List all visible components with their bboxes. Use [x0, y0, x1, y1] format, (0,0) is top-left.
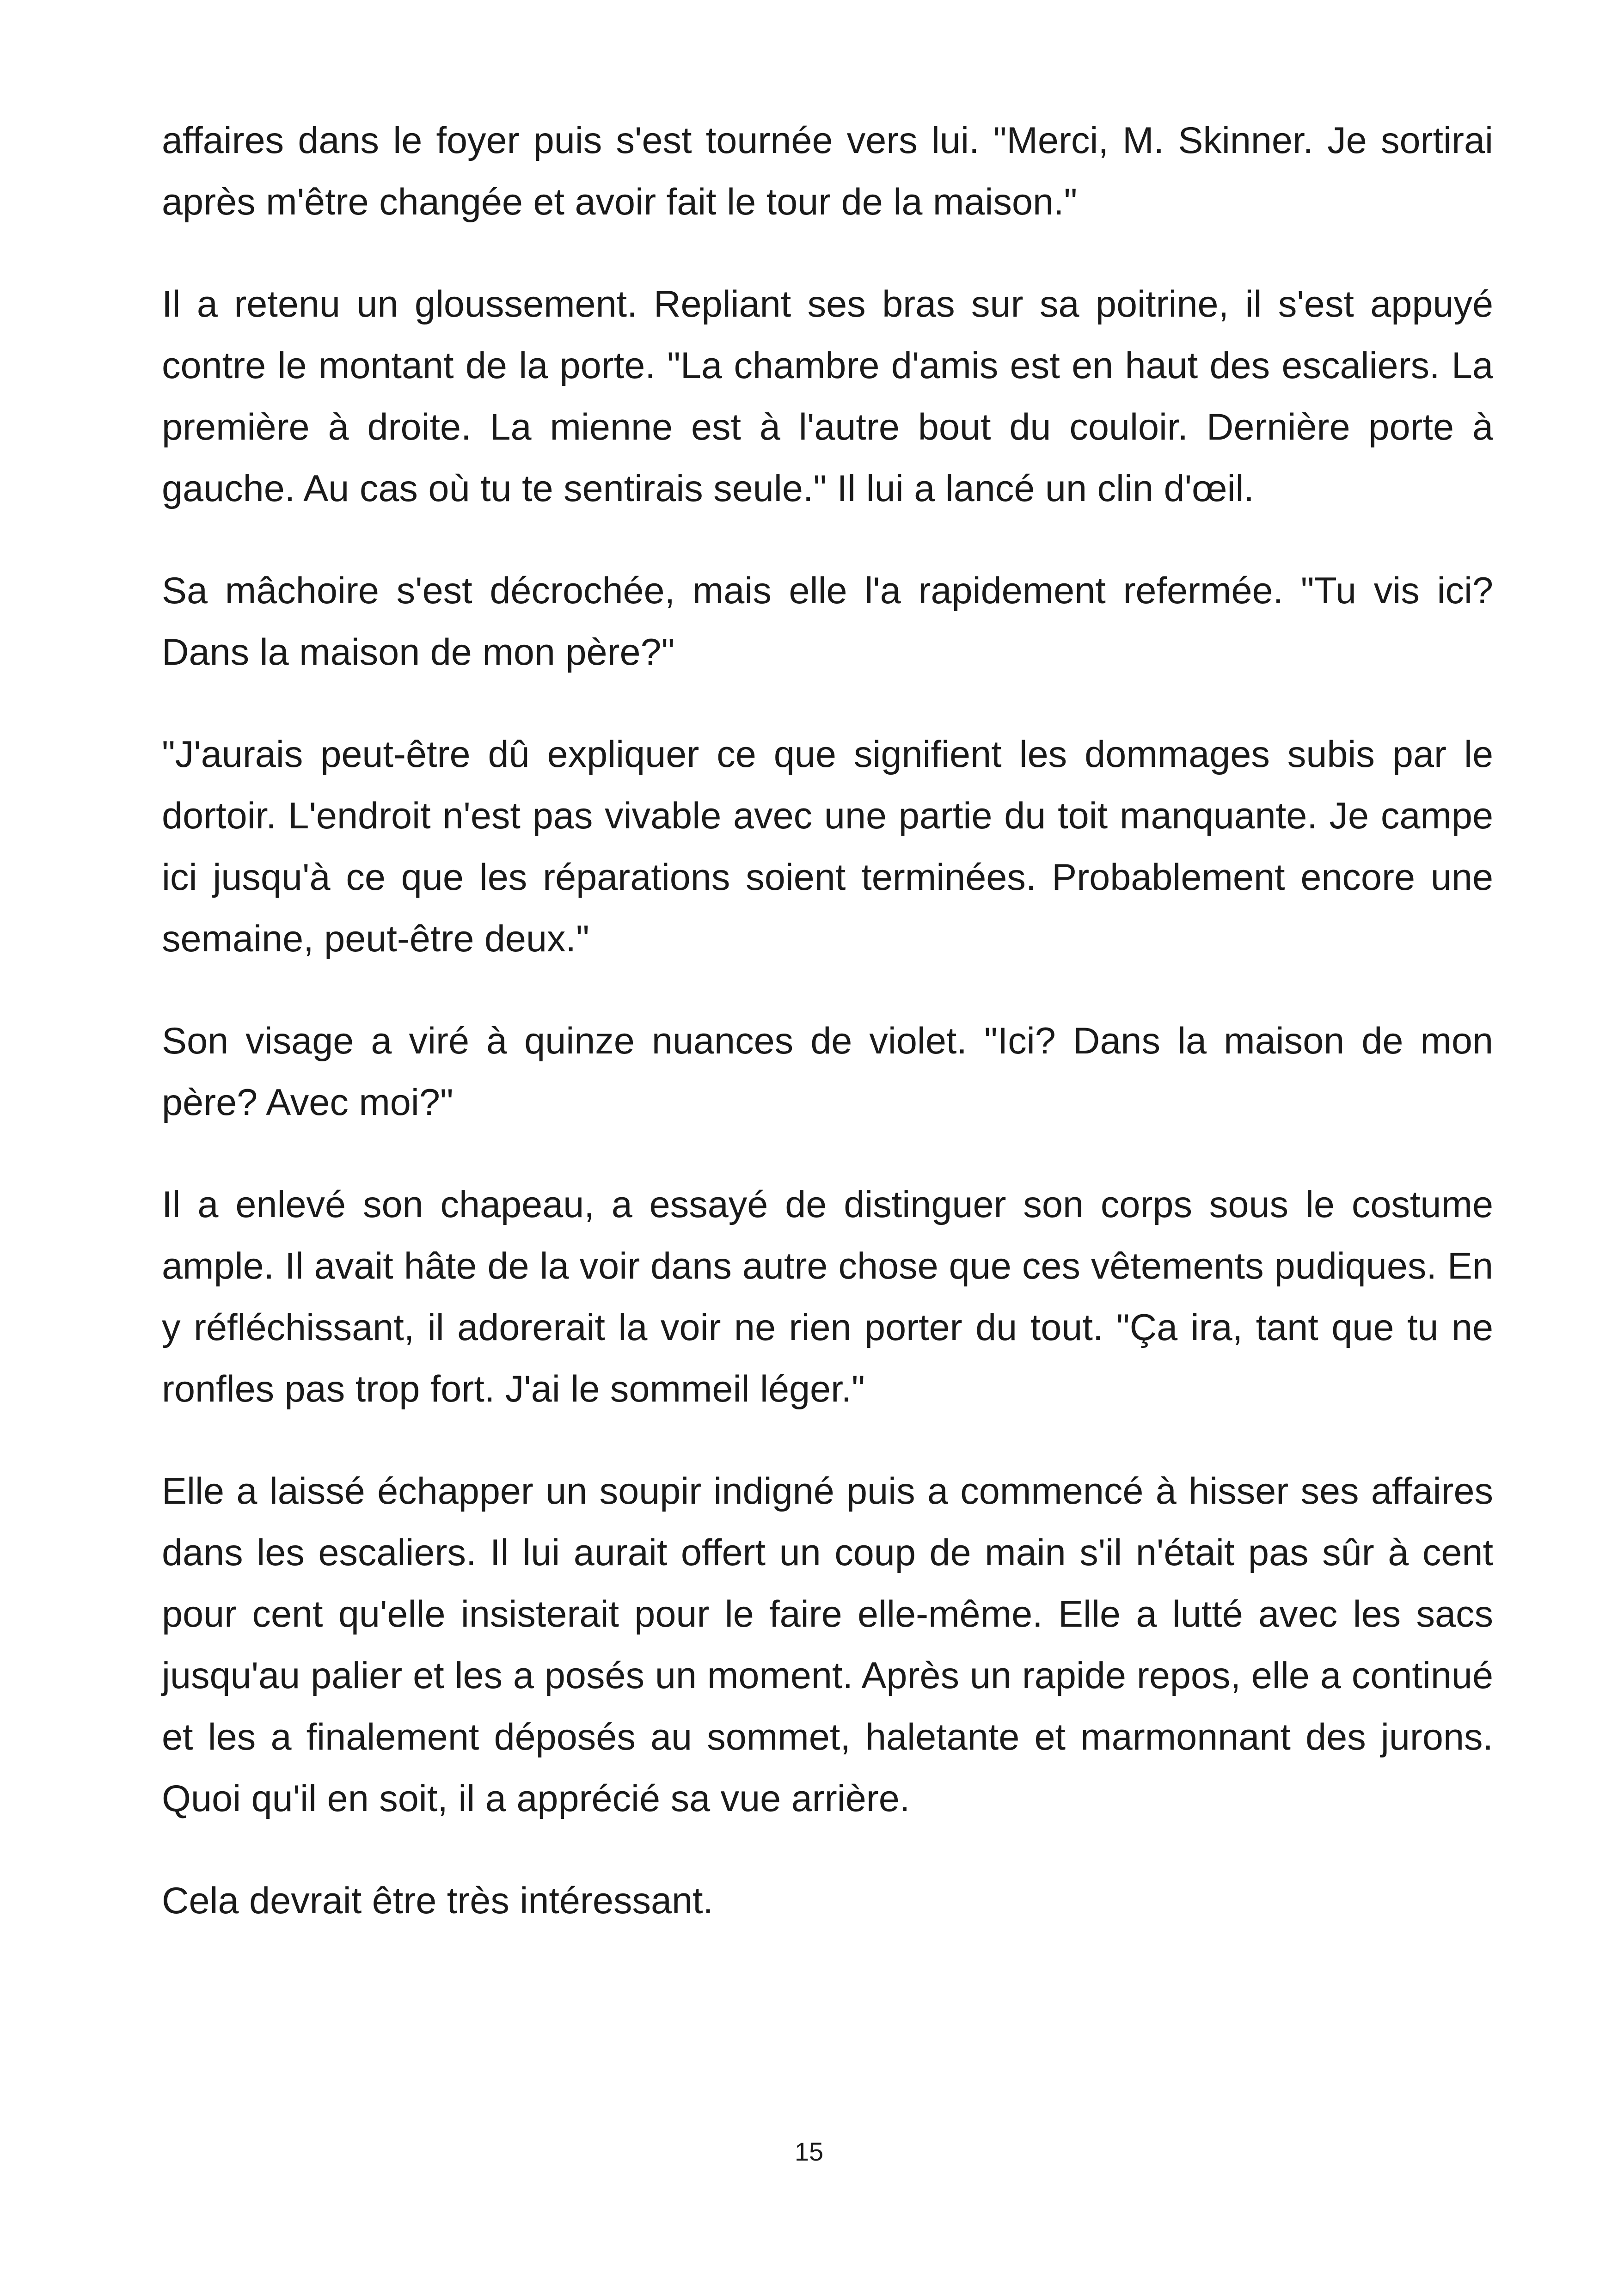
paragraph: Il a enlevé son chapeau, a essayé de distinguer son corps sous le costume ample. Il avait hâte de la voir dans autre chose que ces vêtements pudiques. En y réfléchissant, il adorerait la voir ne rien porter du tout. "Ça ira, tant que tu ne ronfles pas trop fort. J'ai le sommeil léger."	[162, 1184, 1493, 1410]
paragraph: Cela devrait être très intéressant.	[162, 1880, 714, 1922]
paragraph: affaires dans le foyer puis s'est tournée vers lui. "Merci, M. Skinner. Je sortirai après m'être changée et avoir fait le tour de la maison."	[162, 120, 1493, 223]
page-number: 15	[794, 2137, 824, 2166]
paragraph: "J'aurais peut-être dû expliquer ce que signifient les dommages subis par le dortoir. L'endroit n'est pas vivable avec une partie du toit manquante. Je campe ici jusqu'à ce que les réparations soient terminées. Probablement encore une semaine, peut-être deux."	[162, 734, 1493, 960]
paragraph: Sa mâchoire s'est décrochée, mais elle l'a rapidement refermée. "Tu vis ici? Dans la maison de mon père?"	[162, 570, 1493, 673]
paragraph: Elle a laissé échapper un soupir indigné puis a commencé à hisser ses affaires dans les escaliers. Il lui aurait offert un coup de main s'il n'était pas sûr à cent pour cent qu'elle insisterait pour le faire elle-même. Elle a lutté avec les sacs jusqu'au palier et les a posés un moment. Après un rapide repos, elle a continué et les a finalement déposés au sommet, haletante et marmonnant des jurons. Quoi qu'il en soit, il a apprécié sa vue arrière.	[162, 1470, 1493, 1819]
paragraph: Il a retenu un gloussement. Repliant ses bras sur sa poitrine, il s'est appuyé contre le montant de la porte. "La chambre d'amis est en haut des escaliers. La première à droite. La mienne est à l'autre bout du couloir. Dernière porte à gauche. Au cas où tu te sentirais seule." Il lui a lancé un clin d'œil.	[162, 283, 1493, 509]
paragraph: Son visage a viré à quinze nuances de violet. "Ici? Dans la maison de mon père? Avec moi?"	[162, 1020, 1493, 1123]
body-text	[162, 110, 1493, 1972]
